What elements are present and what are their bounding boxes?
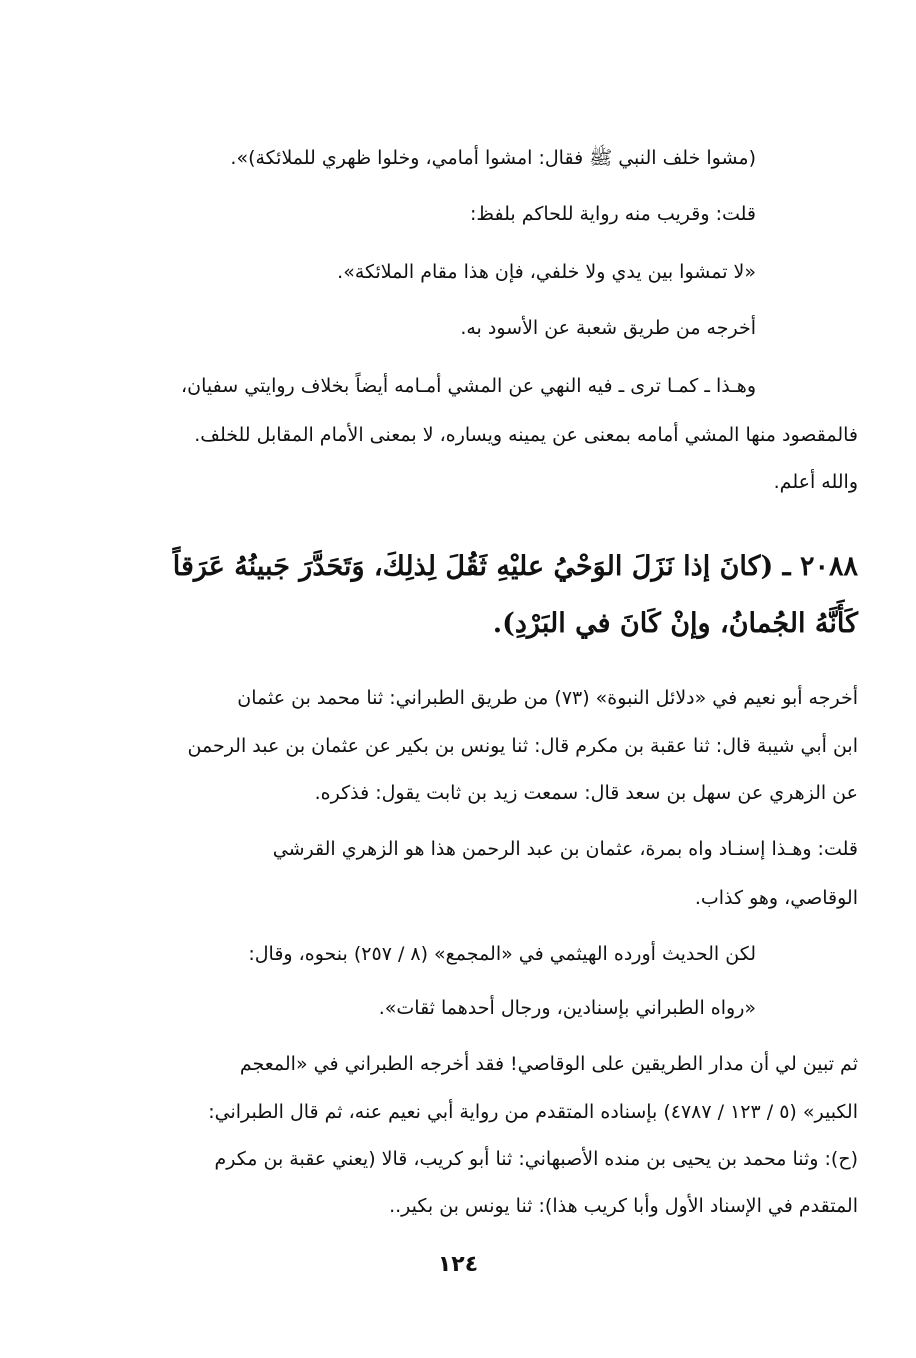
text-line: «لا تمشوا بين يدي ولا خلفي، فإن هذا مقام الملائكة».: [337, 261, 756, 283]
text-line: عن الزهري عن سهل بن سعد قال: سمعت زيد بن ثابت يقول: فذكره.: [314, 782, 858, 804]
text-line: ابن أبي شيبة قال: ثنا عقبة بن مكرم قال: ثنا يونس بن بكير عن عثمان بن عبد الرحمن: [187, 735, 858, 757]
text-line: لكن الحديث أورده الهيثمي في «المجمع» (٨ / ٢٥٧) بنحوه، وقال:: [248, 943, 756, 965]
text-line: «رواه الطبراني بإسنادين، ورجال أحدهما ثقات».: [378, 997, 756, 1019]
text-line: قلت: وقريب منه رواية للحاكم بلفظ:: [470, 203, 756, 225]
text-line: والله أعلم.: [773, 471, 858, 493]
hadith-heading: كَأَنَّهُ الجُمانُ، وإنْ كَانَ في البَرْدِ).: [492, 608, 858, 639]
text-line: أخرجه من طريق شعبة عن الأسود به.: [460, 317, 756, 339]
text-line: (ح): وثنا محمد بن يحيى بن منده الأصبهاني: ثنا أبو كريب، قالا (يعني عقبة بن مكرم: [214, 1148, 858, 1170]
text-line: قلت: وهـذا إسنـاد واه بمرة، عثمان بن عبد الرحمن هذا هو الزهري القرشي: [272, 838, 858, 860]
text-line: (مشوا خلف النبي ﷺ فقال: امشوا أمامي، وخلوا ظهري للملائكة)».: [230, 147, 756, 169]
text-line: المتقدم في الإسناد الأول وأبا كريب هذا): ثنا يونس بن بكير..: [389, 1195, 858, 1217]
text-line: وهـذا ـ كمـا ترى ـ فيه النهي عن المشي أمـامه أيضاً بخلاف روايتي سفيان،: [181, 375, 756, 397]
page-number: ١٢٤: [437, 1252, 479, 1277]
text-line: الوقاصي، وهو كذاب.: [694, 887, 858, 909]
text-line: الكبير» (٥ / ١٢٣ / ٤٧٨٧) بإسناده المتقدم من رواية أبي نعيم عنه، ثم قال الطبراني:: [208, 1101, 858, 1123]
text-line: ثم تبين لي أن مدار الطريقين على الوقاصي! فقد أخرجه الطبراني في «المعجم: [239, 1053, 858, 1075]
hadith-heading: ٢٠٨٨ ـ (كانَ إذا نَزَلَ الوَحْيُ عليْهِ ثَقُلَ لِذلِكَ، وَتَحَدَّرَ جَبينُهُ عَرَقاً: [172, 551, 858, 582]
text-line: فالمقصود منها المشي أمامه بمعنى عن يمينه ويساره، لا بمعنى الأمام المقابل للخلف.: [194, 424, 858, 446]
text-line: أخرجه أبو نعيم في «دلائل النبوة» (٧٣) من طريق الطبراني: ثنا محمد بن عثمان: [237, 687, 858, 709]
